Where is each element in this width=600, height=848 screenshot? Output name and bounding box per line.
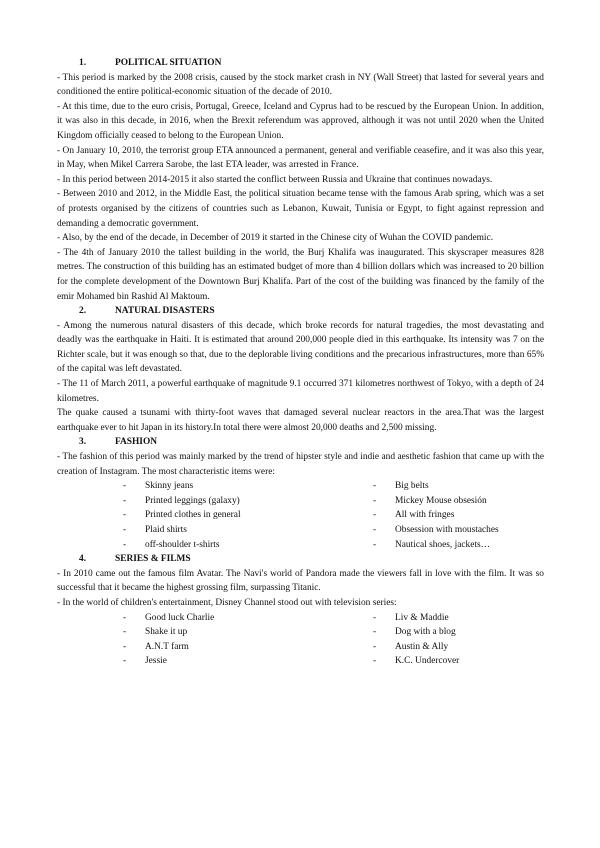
section-heading-natural-disasters [57,304,544,319]
list-item: - A.N.T farm [123,641,189,652]
list-item: - Good luck Charlie [123,612,215,623]
section-title: FASHION [115,437,158,448]
paragraph: - In the world of children's entertainment, Disney Channel stood out with television series: [57,597,397,608]
paragraph: - The 11 of March 2011, a powerful earthquake of magnitude 9.1 occurred 371 kilometres northwest of Tokyo, with a depth of 24 kilometres. [57,379,544,404]
list-item: - Plaid shirts [123,525,187,535]
paragraph: - On January 10, 2010, the terrorist group ETA announced a permanent, general and verifiable ceasefire, and it was also this year, in May, when Mikel Carrera Sarobe, the last ETA leader, was arrested in France. [57,145,544,171]
list-item: - Nautical shoes, jackets… [373,539,491,550]
paragraph: The quake caused a tsunami with thirty-foot waves that damaged several nuclear reactors in the area.That was the largest earthquake ever to hit Japan in its history.In total there were almost 20,000 deaths and 2,500 missing. [57,408,544,433]
list-item: - K.C. Undercover [373,656,460,667]
paragraph: - The 4th of January 2010 the tallest building in the world, the Burj Khalifa was inaugurated. This skyscraper measures 828 metres. The construction of this building has an estimated budget of more than 4 billion dollars which was increased to 20 billion for the complete development of the Downtown Burj Khalifa. Part of the cost of the building was financed by the family of the emir Mohamed bin Rashid Al Maktoum. [57,247,544,302]
list-item: - Mickey Mouse obsesión [373,495,487,506]
paragraph: - The fashion of this period was mainly marked by the trend of hipster style and indie and aesthetic fashion that came up with the creation of Instagram. The most characteristic items were: [57,452,544,477]
paragraph: - Among the numerous natural disasters of this decade, which broke records for natural tragedies, the most devastating and deadly was the earthquake in Haiti. It is estimated that around 200,000 people died in this earthquake. Its intensity was 7 on the Richter scale, but it was enough so that, due to the deplorable living conditions and the precarious infrastructures, more than 65% of the capital was left devastated. [57,320,544,375]
section-heading-political-situation [57,56,544,71]
fashion-items-list [57,479,544,552]
document-page [57,56,544,669]
list-item: - Big belts [373,481,429,492]
disney-series-list [57,611,544,669]
section-title: POLITICAL SITUATION [115,58,222,68]
list-item: - Shake it up [123,627,188,638]
section-number: 4. [79,554,87,565]
paragraph: - In this period between 2014-2015 it also started the conflict between Russia and Ukraine that continues nowadays. [57,174,493,185]
section-title: NATURAL DISASTERS [115,306,215,317]
list-item: - Printed leggings (galaxy) [123,495,240,506]
section-number: 2. [79,306,87,317]
list-item: - off-shoulder t-shirts [123,539,220,550]
section-heading-series-films [57,552,544,567]
section-number: 1. [79,58,87,68]
list-item: - Skinny jeans [123,481,194,492]
list-item: - Dog with a blog [373,627,456,638]
list-item: - All with fringes [373,510,455,521]
list-item: - Jessie [123,656,167,667]
list-item: - Printed clothes in general [123,510,241,521]
section-heading-fashion [57,435,544,450]
paragraph: - This period is marked by the 2008 crisis, caused by the stock market crash in NY (Wall Street) that lasted for several years and conditioned the entire political-economic situation of the decade of 2010. [57,72,544,98]
section-number: 3. [79,437,87,448]
paragraph: - Between 2010 and 2012, in the Middle East, the political situation became tense with the famous Arab spring, which was a set of protests organised by the citizens of countries such as Lebanon, Kuwait, Tunisia or Egypt, to fight against repression and demanding a democratic government. [57,189,544,229]
section-title: SERIES & FILMS [115,554,191,565]
paragraph: - Also, by the end of the decade, in December of 2019 it started in the Chinese city of Wuhan the COVID pandemic. [57,233,494,244]
list-item: - Austin & Ally [373,641,449,652]
paragraph: - In 2010 came out the famous film Avatar. The Navi's world of Pandora made the viewers fall in love with the film. It was so successful that it became the highest grossing film, surpassing Titanic. [57,568,544,594]
list-item: - Liv & Maddie [373,612,449,623]
list-item: - Obsession with moustaches [373,525,499,535]
paragraph: - At this time, due to the euro crisis, Portugal, Greece, Iceland and Cyprus had to be rescued by the European Union. In addition, it was also in this decade, in 2016, when the Brexit referendum was approved, although it was not until 2020 when the United Kingdom officially ceased to belong to the European Union. [57,101,544,141]
